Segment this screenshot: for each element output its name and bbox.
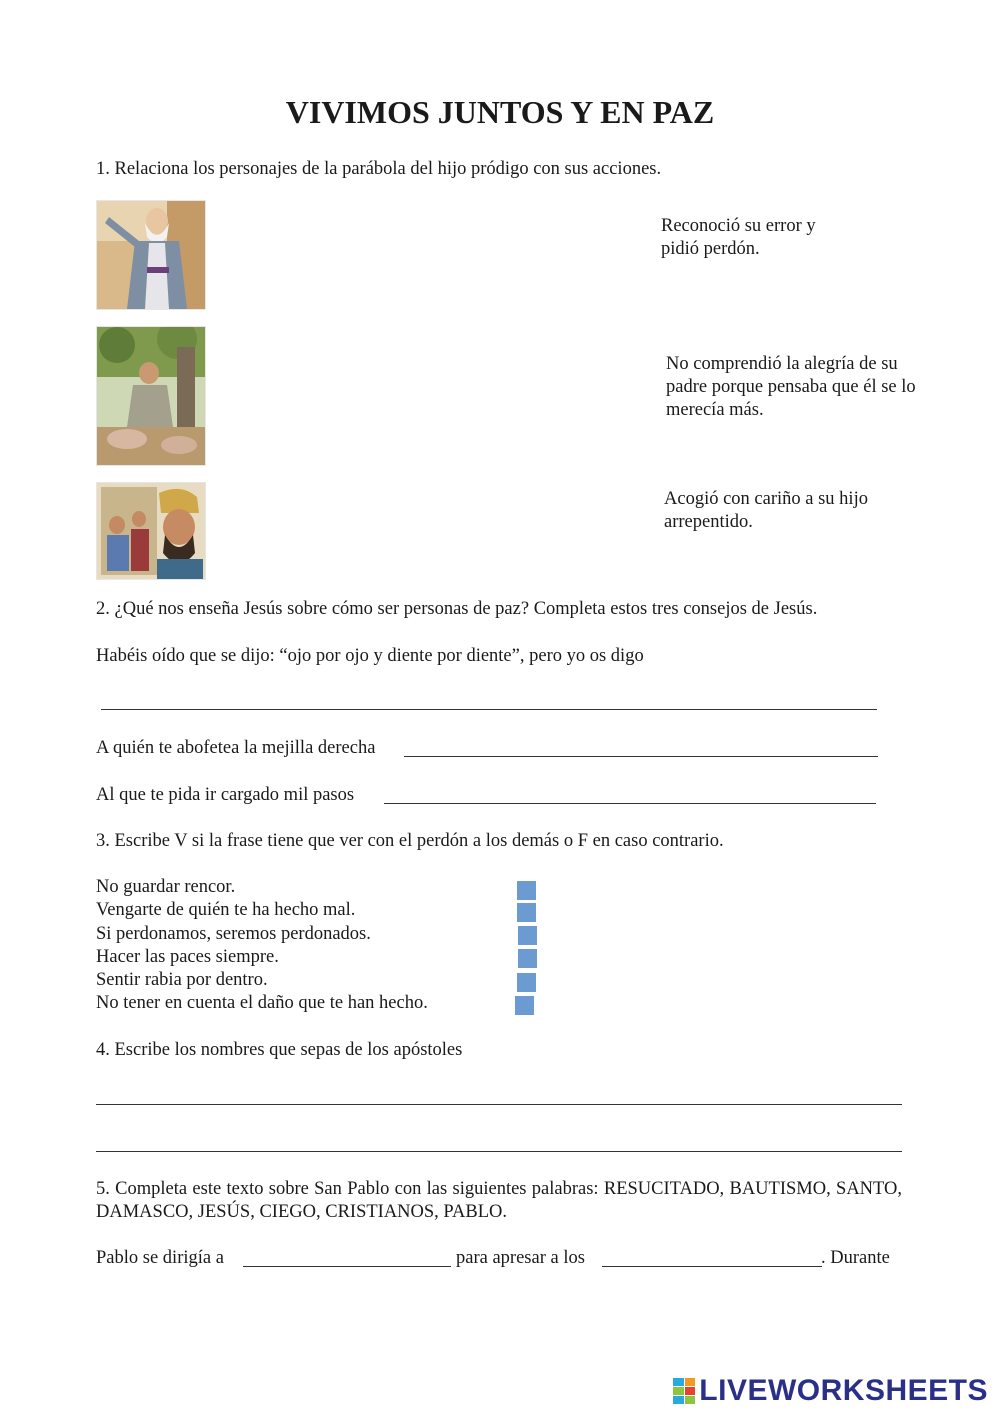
statement-6: No tener en cuenta el daño que te han hecho.: [96, 993, 428, 1013]
advice-2-answer-line[interactable]: [404, 756, 878, 757]
answer-box-4[interactable]: [518, 949, 537, 968]
apostles-answer-line-2[interactable]: [96, 1151, 902, 1152]
statement-4: Hacer las paces siempre.: [96, 947, 279, 967]
san-pablo-text-start: Pablo se dirigía a: [96, 1248, 224, 1268]
advice-3-text: Al que te pida ir cargado mil pasos: [96, 785, 355, 805]
advice-1-answer-line[interactable]: [101, 709, 877, 710]
answer-box-5[interactable]: [517, 973, 536, 992]
action-1-text: Reconoció su error y pidió perdón.: [661, 216, 816, 259]
blank-1-line[interactable]: [243, 1266, 451, 1267]
answer-box-6[interactable]: [515, 996, 534, 1015]
logo-mark-icon: [673, 1378, 695, 1404]
advice-2-text: A quién te abofetea la mejilla derecha: [96, 738, 376, 758]
statement-5: Sentir rabia por dentro.: [96, 970, 268, 990]
logo-text: LIVEWORKSHEETS: [699, 1374, 988, 1407]
liveworksheets-logo[interactable]: [673, 1374, 988, 1408]
action-3-text: Acogió con cariño a su hijo arrepentido.: [664, 489, 868, 532]
san-pablo-text-middle: para apresar a los: [456, 1248, 585, 1268]
question-1-prompt: 1. Relaciona los personajes de la parábola del hijo pródigo con sus acciones.: [96, 159, 662, 179]
blank-2-line[interactable]: [602, 1266, 822, 1267]
advice-3-answer-line[interactable]: [384, 803, 876, 804]
statement-3: Si perdonamos, seremos perdonados.: [96, 924, 371, 944]
action-2-text: No comprendió la alegría de su padre porque pensaba que él se lo merecía más.: [666, 354, 916, 420]
san-pablo-text-end: . Durante: [821, 1248, 890, 1268]
answer-box-1[interactable]: [517, 881, 536, 900]
answer-box-2[interactable]: [517, 903, 536, 922]
question-3-prompt: 3. Escribe V si la frase tiene que ver con el perdón a los demás o F en caso contrario.: [96, 831, 724, 851]
father-image[interactable]: [96, 200, 206, 310]
advice-1-text: Habéis oído que se dijo: “ojo por ojo y diente por diente”, pero yo os digo: [96, 646, 644, 666]
page-title: VIVIMOS JUNTOS Y EN PAZ: [285, 94, 715, 130]
statement-1: No guardar rencor.: [96, 877, 236, 897]
prodigal-son-image[interactable]: [96, 326, 206, 466]
question-2-prompt: 2. ¿Qué nos enseña Jesús sobre cómo ser personas de paz? Completa estos tres consejos de Jesús.: [96, 599, 818, 619]
question-5-prompt: 5. Completa este texto sobre San Pablo con las siguientes palabras: RESUCITADO, BAUTISMO, SANTO, DAMASCO, JESÚS, CIEGO, CRISTIANOS, PABLO.: [96, 1179, 902, 1222]
answer-box-3[interactable]: [518, 926, 537, 945]
apostles-answer-line-1[interactable]: [96, 1104, 902, 1105]
question-4-prompt: 4. Escribe los nombres que sepas de los apóstoles: [96, 1040, 463, 1060]
statement-2: Vengarte de quién te ha hecho mal.: [96, 900, 356, 920]
older-son-image[interactable]: [96, 482, 206, 580]
